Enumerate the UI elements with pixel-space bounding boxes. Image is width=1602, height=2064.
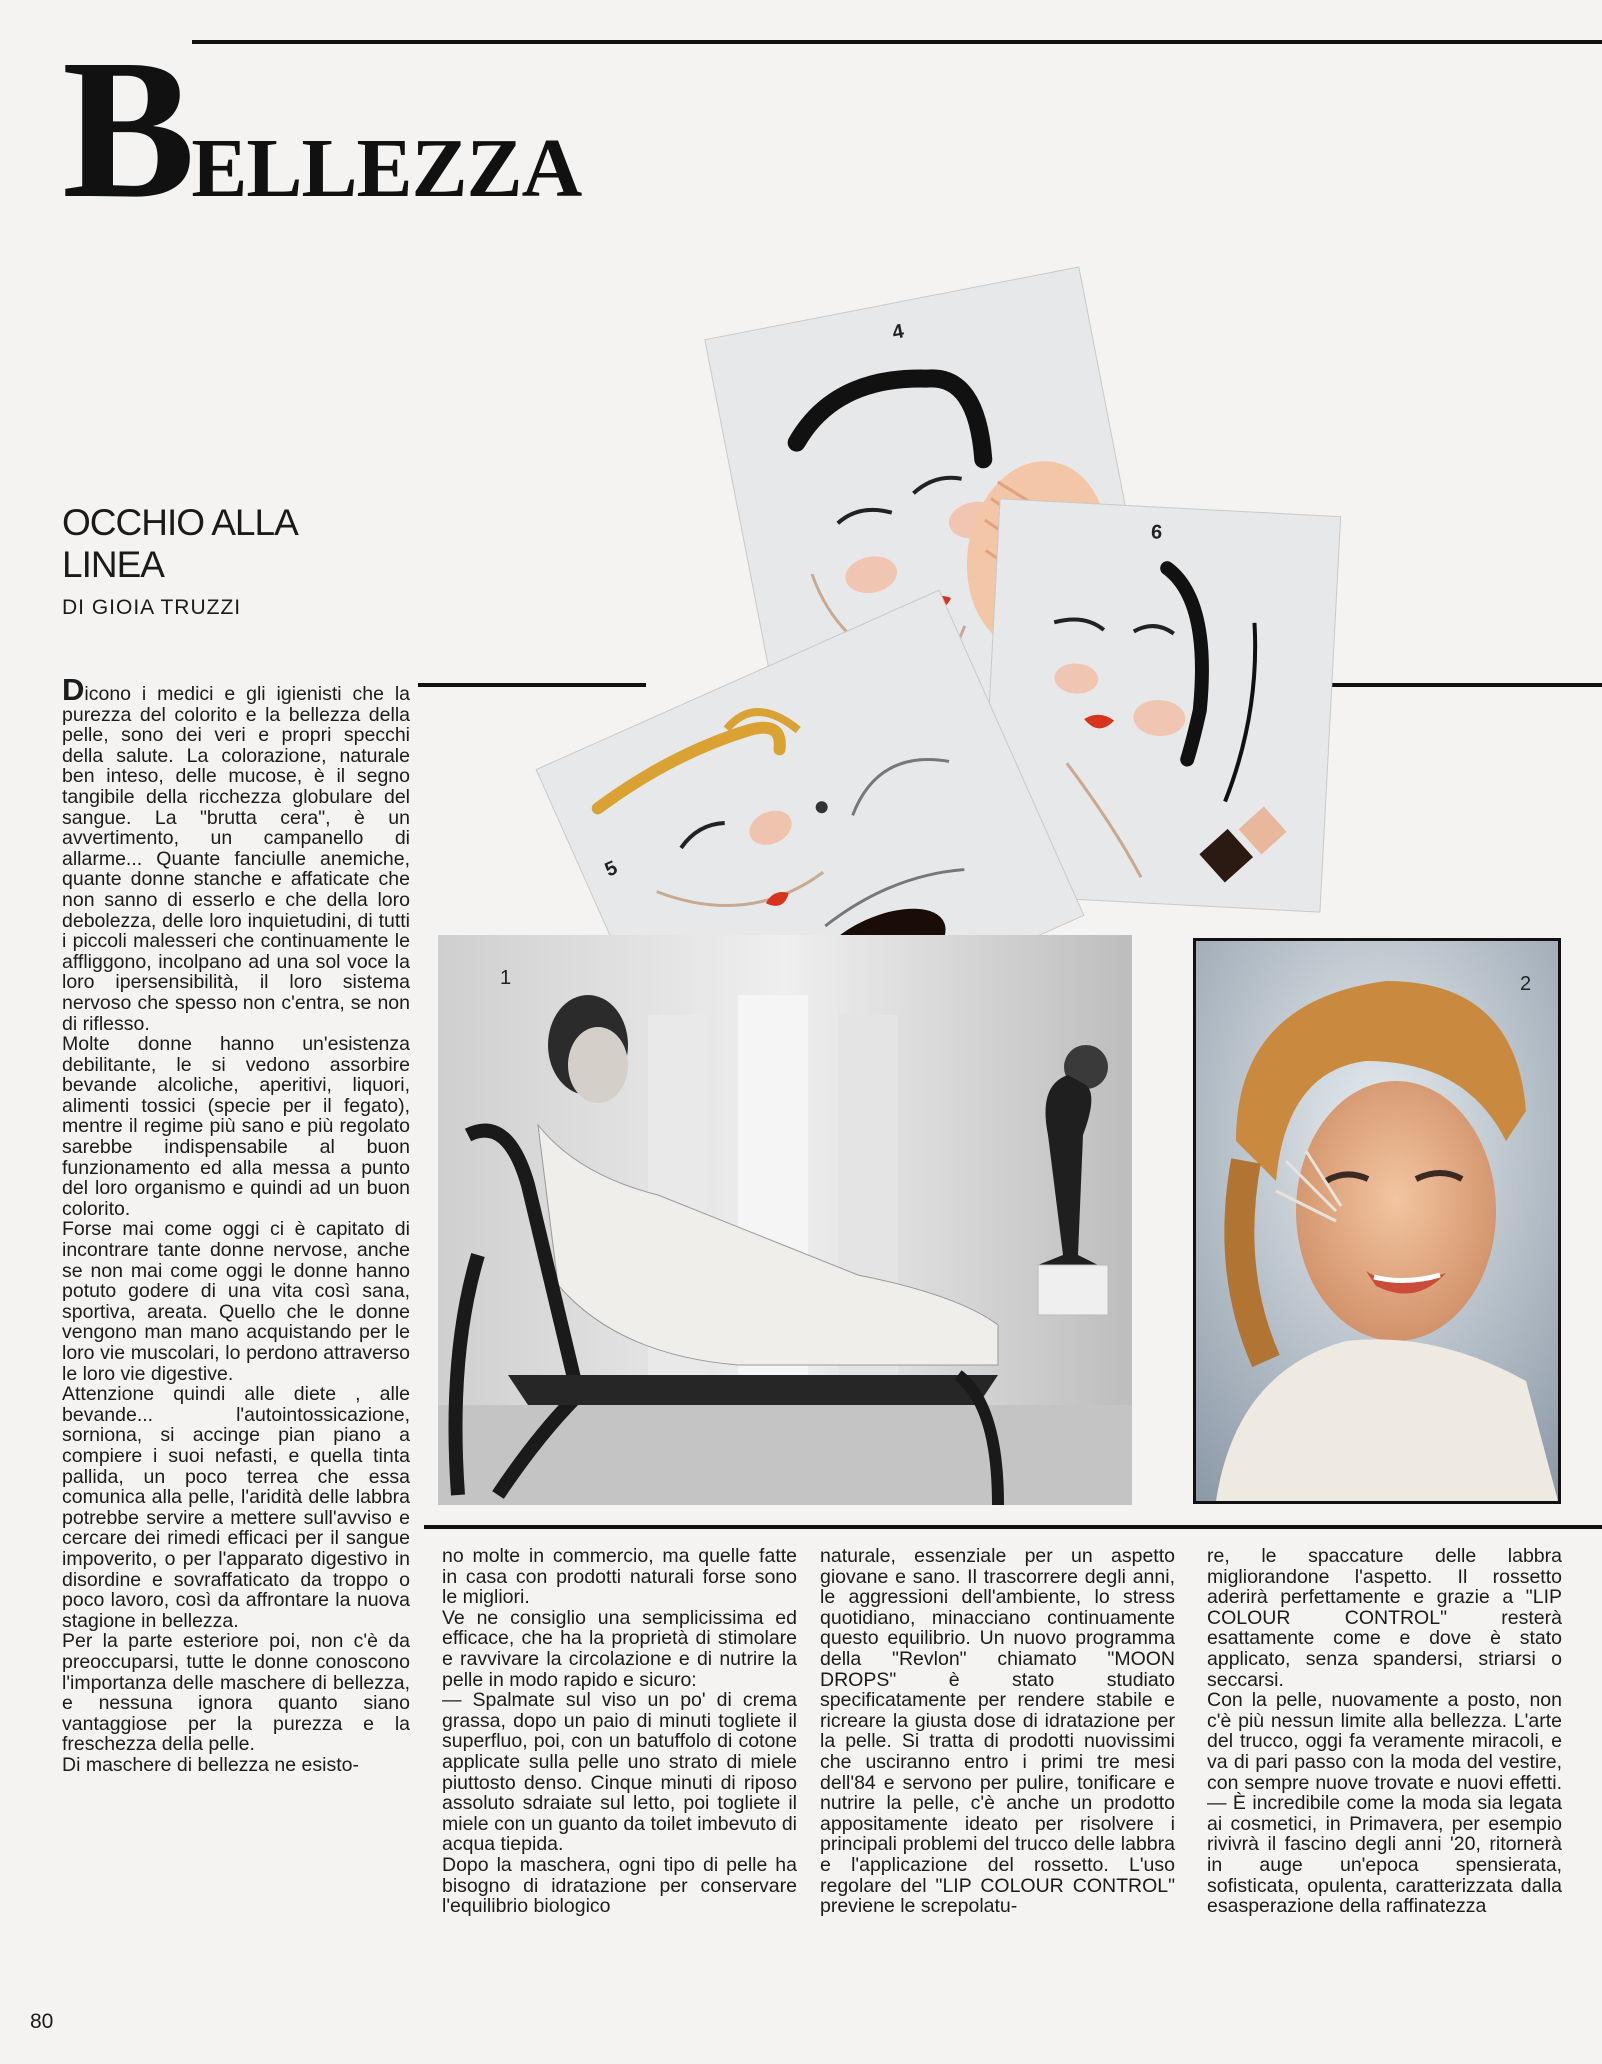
article-column-2 [442,1546,797,1917]
lower-rule [424,1525,1602,1529]
article-byline: DI GIOIA TRUZZI [62,596,242,619]
article-headline: OCCHIO ALLA LINEA [62,502,296,585]
section-title-rest: ELLEZZA [191,122,582,215]
photo-1-lounge-chair [438,935,1132,1505]
section-title [62,19,582,240]
figure-number-1: 1 [500,967,512,989]
mid-rule-right [1325,683,1602,687]
figure-number-4: 4 [890,320,906,345]
paragraph: Ve ne consiglio una semplicissima ed efficace, che ha la proprietà di stimolare e ravvivare la circolazione e di nutrire la pelle in modo rapido e sicuro: [442,1606,797,1691]
article-column-4 [1207,1546,1562,1917]
photo-2-portrait [1193,938,1561,1504]
drop-cap: D [62,672,85,707]
paragraph: Di maschere di bellezza ne esisto- [62,1753,359,1776]
paragraph: no molte in commercio, ma quelle fatte in casa con prodotti naturali forse sono le migliori. [442,1545,797,1609]
article-column-1 [62,672,410,1776]
paragraph: re, le spaccature delle labbra migliorandone l'aspetto. Il rossetto aderirà perfettamente e grazie a "LIP COLOUR CONTROL" resterà esattamente come e dove è stato applicato, senza spandersi, striarsi o seccarsi. [1207,1545,1562,1691]
figure-number-2: 2 [1520,973,1532,995]
paragraph-text: icono i medici e gli igienisti che la purezza del colorito e la bellezza della pelle, sono dei veri e propri specchi della salute. La colorazione, naturale ben inteso, delle mucose, è il segno tangibile della ricchezza globulare del sangue. La "brutta cera", è un avvertimento, un campanello di allarme... Quante fanciulle anemiche, quante donne stanche e affaticate che non sanno di esserlo e che della loro debolezza, delle loro inquietudini, di tutti i piccoli malesseri che continuamente le affliggono, incolpano ad una sol voce la loro ipersensibilità, il loro sistema nervoso che spesso non c'entra, se non di riflesso. [62,683,410,1035]
mid-rule-left [418,683,646,687]
paragraph: — Spalmate sul viso un po' di crema grassa, dopo un paio di minuti togliete il superfluo, poi, con un batuffolo di cotone applicate sulla pelle uno strato di miele piuttosto denso. Cinque minuti di riposo assoluto sdraiate sul letto, poi togliete il miele con un guanto da toilet imbevuto di acqua tiepida. [442,1689,797,1856]
figure-number-6: 6 [1150,521,1163,544]
photo-2-illustration [1196,941,1558,1501]
paragraph: naturale, essenziale per un aspetto giovane e sano. Il trascorrere degli anni, le aggressioni dell'ambiente, lo stress quotidiano, minacciano continuamente questo equilibrio. Un nuovo programma della "Revlon" chiamato "MOON DROPS" è stato studiato specificatamente per rendere stabile e ricreare la giusta dose di idratazione per la pelle. Si tratta di prodotti nuovissimi che usciranno entro i primi tre mesi dell'84 e servono per pulire, tonificare e nutrire la pelle, c'è anche un prodotto appositamente ideato per risolvere i principali problemi del trucco delle labbra e l'applicazione del rossetto. L'uso regolare del "LIP COLOUR CONTROL" previene le screpolatu- [820,1545,1175,1918]
figure-number-5: 5 [601,856,621,882]
paragraph: Per la parte esteriore poi, non c'è da preoccuparsi, tutte le donne conoscono l'importanza delle maschere di bellezza, e nessuna ignora quanto siano vantaggiose per la purezza e la freschezza della pelle. [62,1630,410,1756]
paragraph: Con la pelle, nuovamente a posto, non c'è più nessun limite alla bellezza. L'arte del trucco, oggi fa veramente miracoli, e va di pari passo con la moda del vestire, con sempre nuove trovate e nuovi effetti. — È incredibile come la moda sia legata ai cosmetici, in Primavera, per esempio rivivrà il fascino degli anni '20, ritornerà in auge un'epoca spensierata, sofisticata, opulenta, caratterizzata dalla esasperazione della raffinatezza [1207,1689,1562,1918]
paragraph: Forse mai come oggi ci è capitato di incontrare tante donne nervose, anche se non mai come oggi le donne hanno potuto godere di una vita così sana, sportiva, areata. Quello che le donne vengono man mano acquistando per le loro vie muscolari, lo perdono attraverso le loro vie digestive. [62,1218,410,1385]
article-column-3 [820,1546,1175,1917]
section-title-initial: B [62,19,192,240]
paragraph: Attenzione quindi alle diete , alle bevande... l'autointossicazione, sorniona, si accinge pian piano a compiere i suoi nefasti, e quella tinta pallida, un poco terrea che essa comunica alla pelle, l'aridità delle labbra potrebbe servire a mettere sull'avviso e cercare dei rimedi efficaci per il sangue impoverito, o per l'apparato digestivo in disordine e sovraffaticato da troppo o poco lavoro, così da affrontare la nuova stagione in bellezza. [62,1383,410,1632]
page-number: 80 [30,2010,54,2033]
paragraph: Dopo la maschera, ogni tipo di pelle ha bisogno di idratazione per conservare l'equilibrio biologico [442,1853,797,1918]
paragraph: Molte donne hanno un'esistenza debilitante, le si vedono assorbire bevande alcoliche, aperitivi, liquori, alimenti tossici (specie per il fegato), mentre il regime più sano e più regolato sarebbe indispensabile al buon funzionamento ed alla messa a punto del loro organismo e quindi ad un buon colorito. [62,1033,410,1220]
paragraph [62,672,410,1035]
photo-1-illustration [438,935,1132,1505]
